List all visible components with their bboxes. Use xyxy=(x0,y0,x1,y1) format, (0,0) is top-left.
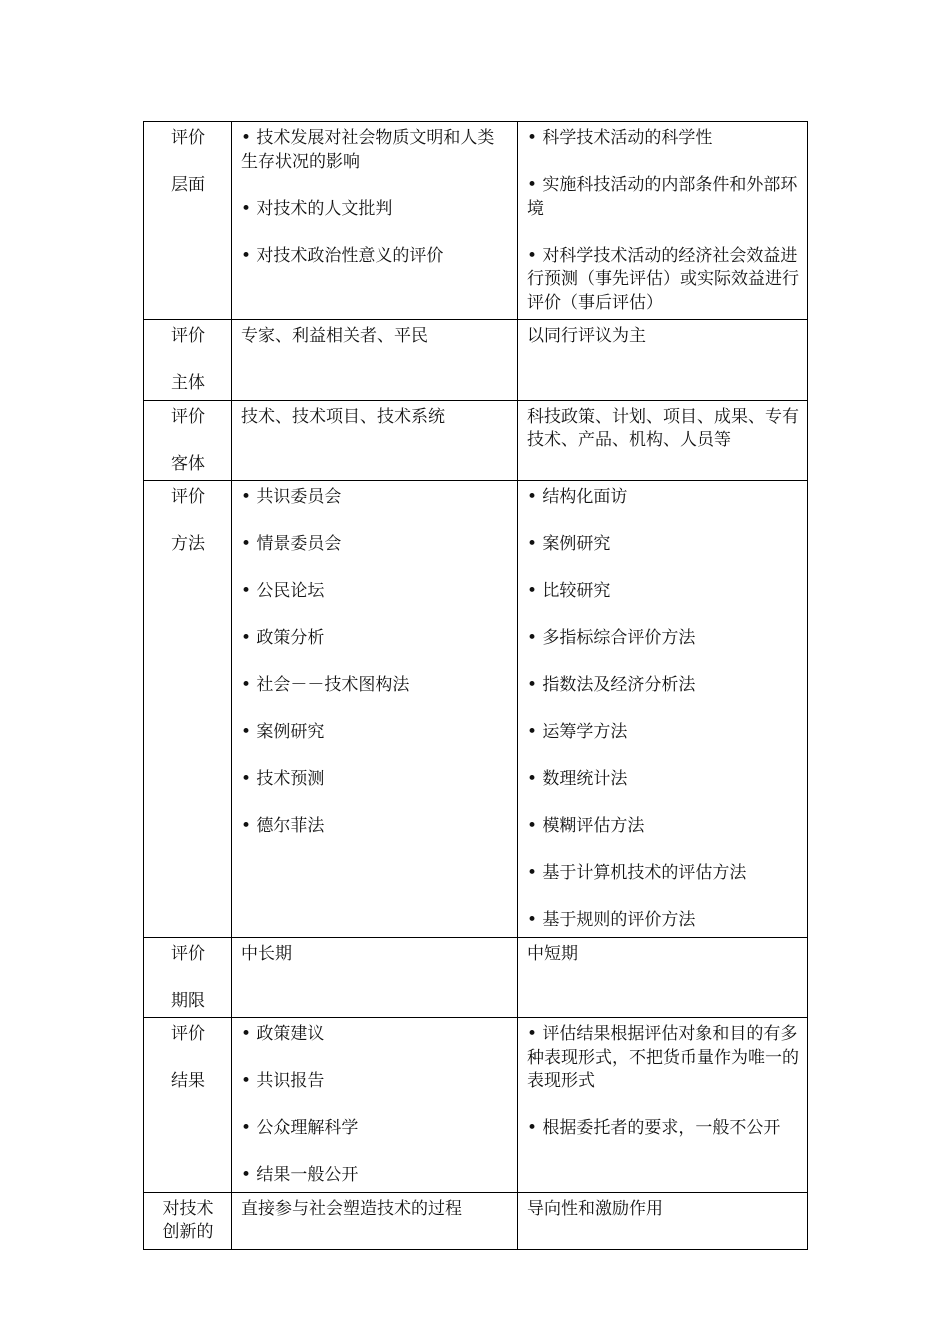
list-item: • 模糊评估方法 xyxy=(527,816,645,836)
list-item: • 共识报告 xyxy=(241,1071,325,1091)
list-item: • 评估结果根据评估对象和目的有多种表现形式，不把货币量作为唯一的表现形式 xyxy=(527,1024,799,1091)
sci-tech-eval-cell xyxy=(518,1192,808,1249)
cell-text: 科技政策、计划、项目、成果、专有技术、产品、机构、人员等 xyxy=(527,406,799,450)
list-item: • 结果一般公开 xyxy=(241,1165,359,1185)
row-header-period xyxy=(144,937,232,1018)
table-row xyxy=(144,481,808,938)
cell-text: 中长期 xyxy=(241,943,292,964)
tech-assessment-cell xyxy=(232,481,518,938)
table-row xyxy=(144,1018,808,1193)
list-item: • 政策分析 xyxy=(241,628,325,648)
list-item: • 比较研究 xyxy=(527,581,611,601)
row-header-subject xyxy=(144,320,232,401)
row-header-line: 层面 xyxy=(171,175,205,195)
list-item: • 根据委托者的要求，一般不公开 xyxy=(527,1118,781,1138)
row-header-line: 方法 xyxy=(171,534,205,554)
row-header-innovation xyxy=(144,1192,232,1249)
tech-assessment-cell xyxy=(232,1018,518,1193)
row-header-line: 结果 xyxy=(171,1071,205,1091)
row-header-level xyxy=(144,122,232,320)
table-row xyxy=(144,320,808,401)
tech-assessment-cell xyxy=(232,320,518,401)
sci-tech-eval-cell xyxy=(518,400,808,481)
list-item: • 情景委员会 xyxy=(241,534,342,554)
list-item: • 政策建议 xyxy=(241,1024,325,1044)
cell-text: 专家、利益相关者、平民 xyxy=(241,326,428,346)
comparison-table xyxy=(143,121,808,1250)
tech-assessment-cell xyxy=(232,400,518,481)
cell-text: 导向性和激励作用 xyxy=(527,1198,663,1219)
list-item: • 技术发展对社会物质文明和人类生存状况的影响 xyxy=(241,128,495,172)
list-item: • 社会－－技术图构法 xyxy=(241,675,410,695)
list-item: • 多指标综合评价方法 xyxy=(527,628,696,648)
sci-tech-eval-cell xyxy=(518,937,808,1018)
row-header-line: 评价 xyxy=(171,943,205,964)
list-item: • 对技术政治性意义的评价 xyxy=(241,245,444,266)
tech-assessment-cell xyxy=(232,122,518,320)
row-header-line: 评价 xyxy=(171,487,205,507)
table-row xyxy=(144,400,808,481)
cell-text: 技术、技术项目、技术系统 xyxy=(241,406,445,427)
sci-tech-eval-cell xyxy=(518,320,808,401)
list-item: • 案例研究 xyxy=(527,534,611,554)
list-item: • 运筹学方法 xyxy=(527,722,628,742)
table-row xyxy=(144,937,808,1018)
cell-text: 直接参与社会塑造技术的过程 xyxy=(241,1198,462,1219)
list-item: • 案例研究 xyxy=(241,722,325,742)
list-item: • 指数法及经济分析法 xyxy=(527,675,696,695)
row-header-object xyxy=(144,400,232,481)
table-row xyxy=(144,122,808,320)
sci-tech-eval-cell xyxy=(518,1018,808,1193)
list-item: • 共识委员会 xyxy=(241,487,342,507)
row-header-line: 对技术 xyxy=(162,1198,214,1219)
row-header-line: 期限 xyxy=(171,990,205,1011)
list-item: • 实施科技活动的内部条件和外部环境 xyxy=(527,175,798,219)
tech-assessment-cell xyxy=(232,1192,518,1249)
list-item: • 对技术的人文批判 xyxy=(241,198,393,219)
list-item: • 结构化面访 xyxy=(527,487,628,507)
row-header-line: 评价 xyxy=(171,406,205,427)
list-item: • 公众理解科学 xyxy=(241,1118,359,1138)
list-item: • 数理统计法 xyxy=(527,769,628,789)
list-item: • 基于计算机技术的评估方法 xyxy=(527,863,747,883)
row-header-line: 主体 xyxy=(171,373,205,393)
row-header-line: 评价 xyxy=(171,326,205,346)
list-item: • 基于规则的评价方法 xyxy=(527,910,696,930)
cell-text: 以同行评议为主 xyxy=(527,326,646,346)
row-header-line: 客体 xyxy=(171,453,205,474)
list-item: • 对科学技术活动的经济社会效益进行预测（事先评估）或实际效益进行评价（事后评估） xyxy=(527,245,799,313)
row-header-method xyxy=(144,481,232,938)
list-item: • 公民论坛 xyxy=(241,581,325,601)
cell-text: 中短期 xyxy=(527,943,578,964)
list-item: • 科学技术活动的科学性 xyxy=(527,128,713,148)
row-header-line: 创新的 xyxy=(162,1222,214,1242)
sci-tech-eval-cell xyxy=(518,481,808,938)
list-item: • 技术预测 xyxy=(241,769,325,789)
tech-assessment-cell xyxy=(232,937,518,1018)
sci-tech-eval-cell xyxy=(518,122,808,320)
table-row xyxy=(144,1192,808,1249)
list-item: • 德尔菲法 xyxy=(241,816,325,836)
row-header-result xyxy=(144,1018,232,1193)
row-header-line: 评价 xyxy=(171,1024,205,1044)
row-header-line: 评价 xyxy=(171,128,205,148)
